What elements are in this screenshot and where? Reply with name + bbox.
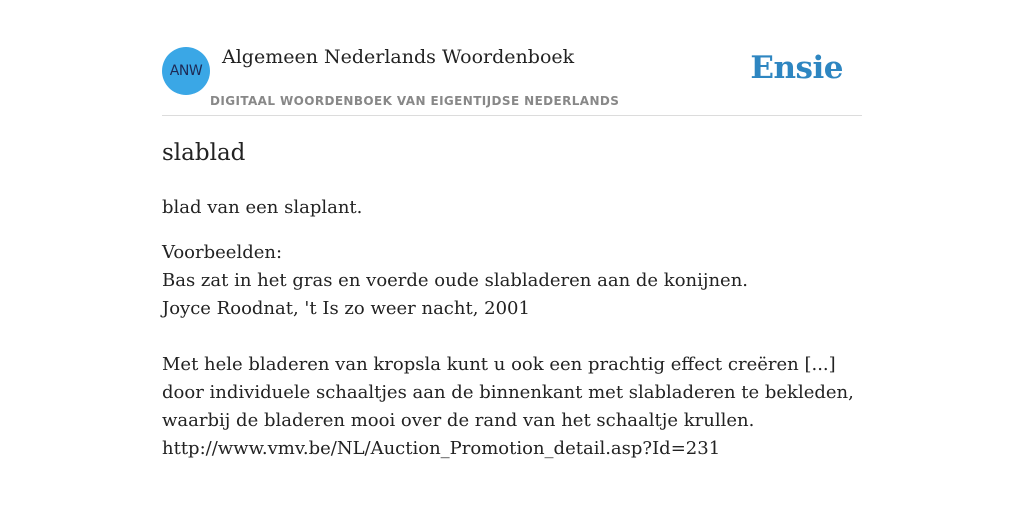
example-text: Bas zat in het gras en voerde oude slabladeren aan de konijnen. (162, 270, 749, 291)
example-text: Met hele bladeren van kropsla kunt u ook een prachtig effect creëren [...] door individuele schaaltjes aan de binnenkant met slabladeren te bekleden, waarbij de bladeren mooi over de rand van het schaaltje krullen. (162, 354, 854, 431)
site-header (162, 0, 862, 116)
example-spacer (162, 323, 862, 351)
headword: slablad (162, 140, 246, 166)
ensie-brand-logo[interactable]: Ensie (750, 50, 843, 86)
definition: blad van een slaplant. (162, 197, 363, 218)
site-title[interactable]: Algemeen Nederlands Woordenboek (222, 46, 575, 68)
examples-section (162, 239, 862, 463)
site-subtitle: DIGITAAL WOORDENBOEK VAN EIGENTIJDSE NEDERLANDS (210, 94, 620, 108)
examples-label: Voorbeelden: (162, 242, 283, 263)
page (162, 0, 862, 512)
example-source-link[interactable]: http://www.vmv.be/NL/Auction_Promotion_detail.asp?Id=231 (162, 438, 721, 459)
example-source: Joyce Roodnat, 't Is zo weer nacht, 2001 (162, 298, 530, 319)
anw-logo-icon[interactable]: ANW (162, 47, 210, 95)
